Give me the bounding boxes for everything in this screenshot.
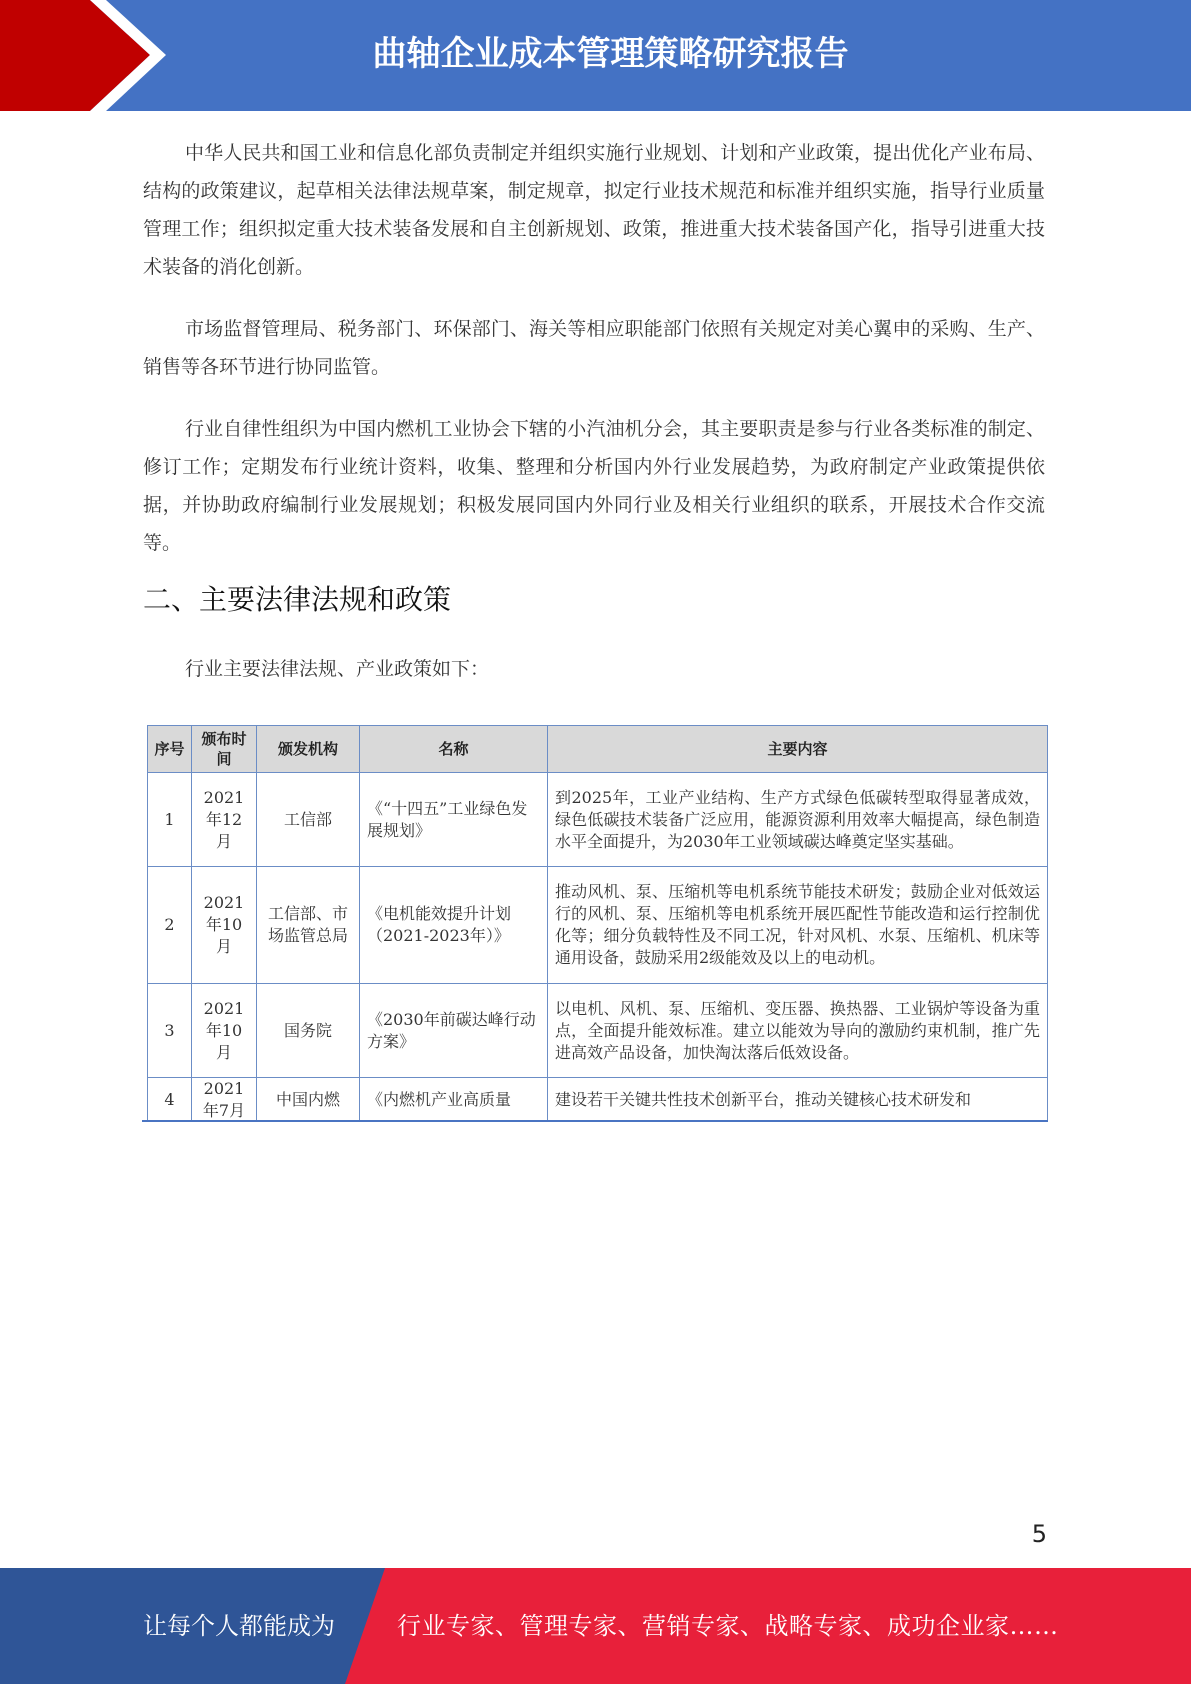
table-cutoff-rule [142, 1120, 1048, 1122]
cell-no: 1 [148, 773, 192, 867]
section-intro: 行业主要法律法规、产业政策如下： [185, 658, 490, 680]
header-name: 名称 [360, 726, 548, 773]
cell-no: 2 [148, 867, 192, 984]
table-row [148, 1078, 1048, 1123]
cell-name: 《2030年前碳达峰行动方案》 [360, 984, 548, 1078]
cell-content: 以电机、风机、泵、压缩机、变压器、换热器、工业锅炉等设备为重点，全面提升能效标准。建立以能效为导向的激励约束机制，推广先进高效产品设备，加快淘汰落后低效设备。 [548, 984, 1048, 1078]
table-header-row [148, 726, 1048, 773]
page-number: 5 [1031, 1520, 1047, 1548]
cell-date: 2021年12月 [192, 773, 257, 867]
header-agency: 颁发机构 [257, 726, 360, 773]
cell-name: 《电机能效提升计划（2021-2023年）》 [360, 867, 548, 984]
cell-date: 2021年10月 [192, 867, 257, 984]
cell-content: 推动风机、泵、压缩机等电机系统节能技术研发；鼓励企业对低效运行的风机、泵、压缩机等电机系统开展匹配性节能改造和运行控制优化等；细分负载特性及不同工况，针对风机、水泵、压缩机、机床等通用设备，鼓励采用2级能效及以上的电动机。 [548, 867, 1048, 984]
cell-no: 4 [148, 1078, 192, 1123]
paragraph-industry-association: 行业自律性组织为中国内燃机工业协会下辖的小汽油机分会，其主要职责是参与行业各类标准的制定、修订工作；定期发布行业统计资料，收集、整理和分析国内外行业发展趋势，为政府制定产业政策提供依据，并协助政府编制行业发展规划；积极发展同国内外同行业及相关行业组织的联系，开展技术合作交流等。 [143, 418, 1045, 554]
paragraph-miit: 中华人民共和国工业和信息化部负责制定并组织实施行业规划、计划和产业政策，提出优化产业布局、结构的政策建议，起草相关法律法规草案，制定规章，拟定行业技术规范和标准并组织实施，指导行业质量管理工作；组织拟定重大技术装备发展和自主创新规划、政策，推进重大技术装备国产化，指导引进重大技术装备的消化创新。 [143, 142, 1045, 278]
footer-slogan-right: 行业专家、管理专家、营销专家、战略专家、成功企业家…… [397, 1612, 1059, 1640]
header-content: 主要内容 [548, 726, 1048, 773]
page-header [0, 0, 1191, 111]
cell-date: 2021年10月 [192, 984, 257, 1078]
policy-table [147, 725, 1048, 1122]
table-row [148, 867, 1048, 984]
policy-table-container [142, 725, 1048, 1122]
header-no: 序号 [148, 726, 192, 773]
cell-name: 《内燃机产业高质量 [360, 1078, 548, 1123]
cell-date: 2021年7月 [192, 1078, 257, 1123]
page-footer [0, 1568, 1191, 1684]
table-row [148, 984, 1048, 1078]
cell-agency: 工信部、市场监管总局 [257, 867, 360, 984]
cell-no: 3 [148, 984, 192, 1078]
table-row [148, 773, 1048, 867]
paragraph-regulators: 市场监督管理局、税务部门、环保部门、海关等相应职能部门依照有关规定对美心翼申的采购、生产、销售等各环节进行协同监管。 [143, 318, 1045, 378]
footer-slogan-left: 让每个人都能成为 [143, 1612, 335, 1640]
cell-agency: 工信部 [257, 773, 360, 867]
report-title: 曲轴企业成本管理策略研究报告 [372, 34, 849, 74]
cell-agency: 中国内燃 [257, 1078, 360, 1123]
cell-content: 到2025年，工业产业结构、生产方式绿色低碳转型取得显著成效，绿色低碳技术装备广泛应用，能源资源利用效率大幅提高，绿色制造水平全面提升，为2030年工业领域碳达峰奠定坚实基础。 [548, 773, 1048, 867]
cell-name: 《“十四五”工业绿色发展规划》 [360, 773, 548, 867]
section-heading: 二、主要法律法规和政策 [143, 583, 452, 616]
cell-content: 建设若干关键共性技术创新平台，推动关键核心技术研发和 [548, 1078, 1048, 1123]
header-date: 颁布时间 [192, 726, 257, 773]
cell-agency: 国务院 [257, 984, 360, 1078]
